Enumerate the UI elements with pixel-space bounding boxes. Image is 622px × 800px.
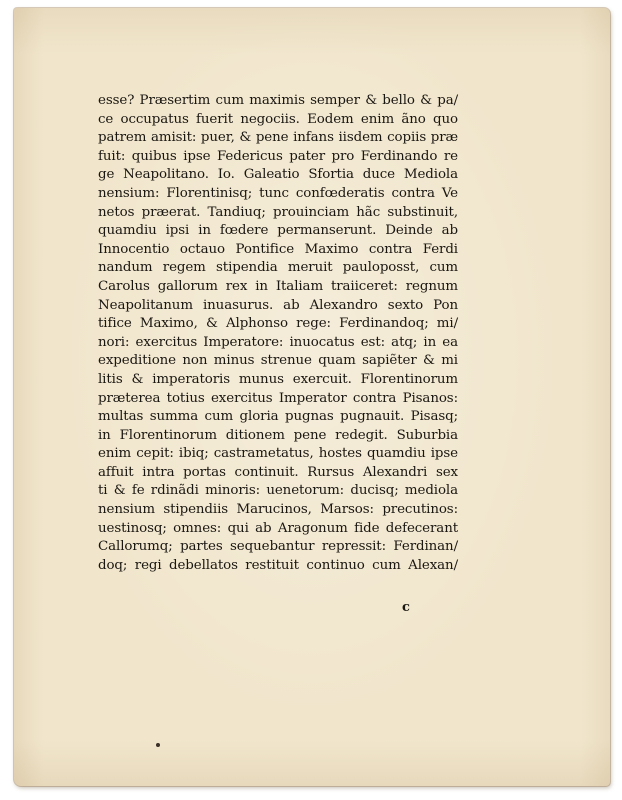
- text-line: Carolus gallorum rex in Italiam traiiceret: regnum: [98, 278, 458, 294]
- text-line: nensium: Florentinisq; tunc confœderatis contra Ve: [98, 185, 458, 201]
- text-line: præterea totius exercitus Imperator contra Pisanos:: [98, 390, 458, 406]
- text-line: affuit intra portas continuit. Rursus Alexandri sex: [98, 464, 458, 480]
- text-line: fuit: quibus ipse Federicus pater pro Ferdinando re: [98, 148, 458, 164]
- text-line: ce occupatus fuerit negociis. Eodem enim ãno quo: [98, 111, 458, 127]
- text-line: enim cepit: ibiq; castrametatus, hostes quamdiu ipse: [98, 446, 458, 462]
- text-line: uestinosq; omnes: qui ab Aragonum fide defecerant: [98, 520, 458, 536]
- text-line: netos præerat. Tandiuq; prouinciam hãc substinuit,: [98, 204, 458, 220]
- text-line: Neapolitanum inuasurus. ab Alexandro sexto Pon: [98, 297, 458, 313]
- text-line: esse? Præsertim cum maximis semper & bello & pa/: [98, 93, 458, 108]
- text-line: Callorumq; partes sequebantur repressit: Ferdinan/: [98, 539, 458, 555]
- latin-text-block: [98, 92, 458, 575]
- text-line: doq; regi debellatos restituit continuo cum Alexan/: [98, 557, 458, 573]
- text-line: litis & imperatoris munus exercuit. Florentinorum: [98, 371, 458, 387]
- text-line: ge Neapolitano. Io. Galeatio Sfortia duce Mediola: [98, 167, 458, 183]
- text-line: nensium stipendiis Marucinos, Marsos: precutinos:: [98, 502, 458, 518]
- text-line: expeditione non minus strenue quam sapiẽter & mi: [98, 353, 458, 369]
- signature-mark: c: [402, 600, 410, 615]
- ink-dot: [156, 743, 160, 747]
- text-line: nori: exercitus Imperatore: inuocatus est: atq; in ea: [98, 334, 458, 350]
- text-line: in Florentinorum ditionem pene redegit. Suburbia: [98, 427, 458, 443]
- text-line: multas summa cum gloria pugnas pugnauit. Pisasq;: [98, 409, 458, 425]
- text-line: tifice Maximo, & Alphonso rege: Ferdinandoq; mi/: [98, 316, 458, 332]
- text-line: patrem amisit: puer, & pene infans iisdem copiis præ: [98, 130, 458, 146]
- text-line: nandum regem stipendia meruit pauloposst, cum: [98, 260, 458, 276]
- text-line: quamdiu ipsi in fœdere permanserunt. Deinde ab: [98, 223, 458, 239]
- text-line: Innocentio octauo Pontifice Maximo contra Ferdi: [98, 241, 458, 257]
- text-line: ti & fe rdinãdi minoris: uenetorum: ducisq; mediola: [98, 483, 458, 499]
